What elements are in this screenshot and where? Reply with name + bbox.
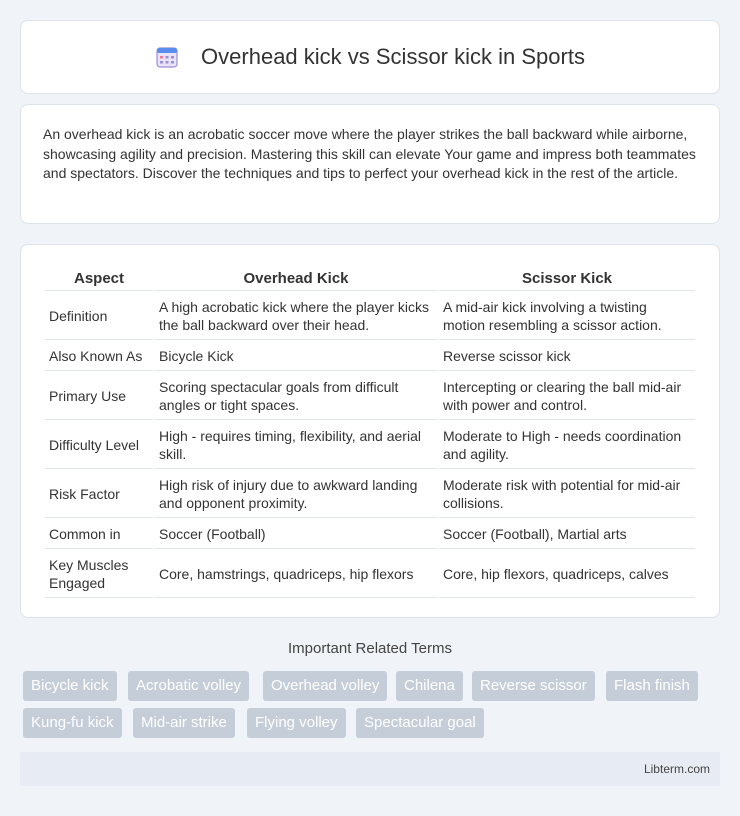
row-overhead: High - requires timing, flexibility, and aerial skill. (155, 422, 437, 469)
row-aspect: Risk Factor (45, 471, 153, 518)
intro-text: An overhead kick is an acrobatic soccer move where the player strikes the ball backward while airborne, showcasing agility and precision. Mastering this skill can elevate Your game and impress both teammates and spectators. Discover the techniques and tips to perfect your overhead kick in the rest of the article. (43, 126, 696, 181)
tag-bicycle-kick[interactable]: Bicycle kick (23, 671, 117, 701)
row-overhead: Scoring spectacular goals from difficult angles or tight spaces. (155, 373, 437, 420)
row-aspect: Key Muscles Engaged (45, 551, 153, 598)
row-overhead: Bicycle Kick (155, 342, 437, 371)
row-aspect: Definition (45, 293, 153, 340)
row-overhead: Soccer (Football) (155, 520, 437, 549)
table-row (45, 471, 695, 518)
row-overhead: High risk of injury due to awkward landing and opponent proximity. (155, 471, 437, 518)
comparison-table (43, 265, 697, 600)
row-scissor: Core, hip flexors, quadriceps, calves (439, 551, 695, 598)
table-header-row (45, 267, 695, 291)
row-scissor: A mid-air kick involving a twisting motion resembling a scissor action. (439, 293, 695, 340)
row-scissor: Intercepting or clearing the ball mid-air with power and control. (439, 373, 695, 420)
table-row (45, 373, 695, 420)
tag-flying-volley[interactable]: Flying volley (247, 708, 346, 738)
row-overhead: A high acrobatic kick where the player kicks the ball backward over their head. (155, 293, 437, 340)
header-aspect: Aspect (45, 267, 153, 291)
header-scissor-kick: Scissor Kick (439, 267, 695, 291)
row-scissor: Soccer (Football), Martial arts (439, 520, 695, 549)
row-aspect: Also Known As (45, 342, 153, 371)
table-row (45, 520, 695, 549)
table-row (45, 551, 695, 598)
row-scissor: Moderate to High - needs coordination and agility. (439, 422, 695, 469)
row-scissor: Moderate risk with potential for mid-air collisions. (439, 471, 695, 518)
footer-site-link[interactable]: Libterm.com (643, 762, 710, 776)
table-row (45, 342, 695, 371)
header-card (20, 20, 720, 94)
comparison-card (20, 244, 720, 618)
tag-flash-finish[interactable]: Flash finish (606, 671, 698, 701)
page-title: Overhead kick vs Scissor kick in Sports (201, 44, 585, 69)
row-aspect: Primary Use (45, 373, 153, 420)
row-aspect: Common in (45, 520, 153, 549)
footer (20, 752, 720, 786)
tag-spectacular-goal[interactable]: Spectacular goal (356, 708, 484, 738)
tag-acrobatic-volley[interactable]: Acrobatic volley (128, 671, 249, 701)
table-row (45, 293, 695, 340)
row-scissor: Reverse scissor kick (439, 342, 695, 371)
tag-mid-air-strike[interactable]: Mid-air strike (133, 708, 235, 738)
tag-reverse-scissor[interactable]: Reverse scissor (472, 671, 595, 701)
tag-kung-fu-kick[interactable]: Kung-fu kick (23, 708, 122, 738)
header-overhead-kick: Overhead Kick (155, 267, 437, 291)
intro-card (20, 104, 720, 224)
related-terms-title: Important Related Terms (288, 640, 452, 657)
row-overhead: Core, hamstrings, quadriceps, hip flexors (155, 551, 437, 598)
table-row (45, 422, 695, 469)
calendar-icon (155, 45, 179, 69)
row-aspect: Difficulty Level (45, 422, 153, 469)
tag-overhead-volley[interactable]: Overhead volley (263, 671, 387, 701)
tag-chilena[interactable]: Chilena (396, 671, 463, 701)
